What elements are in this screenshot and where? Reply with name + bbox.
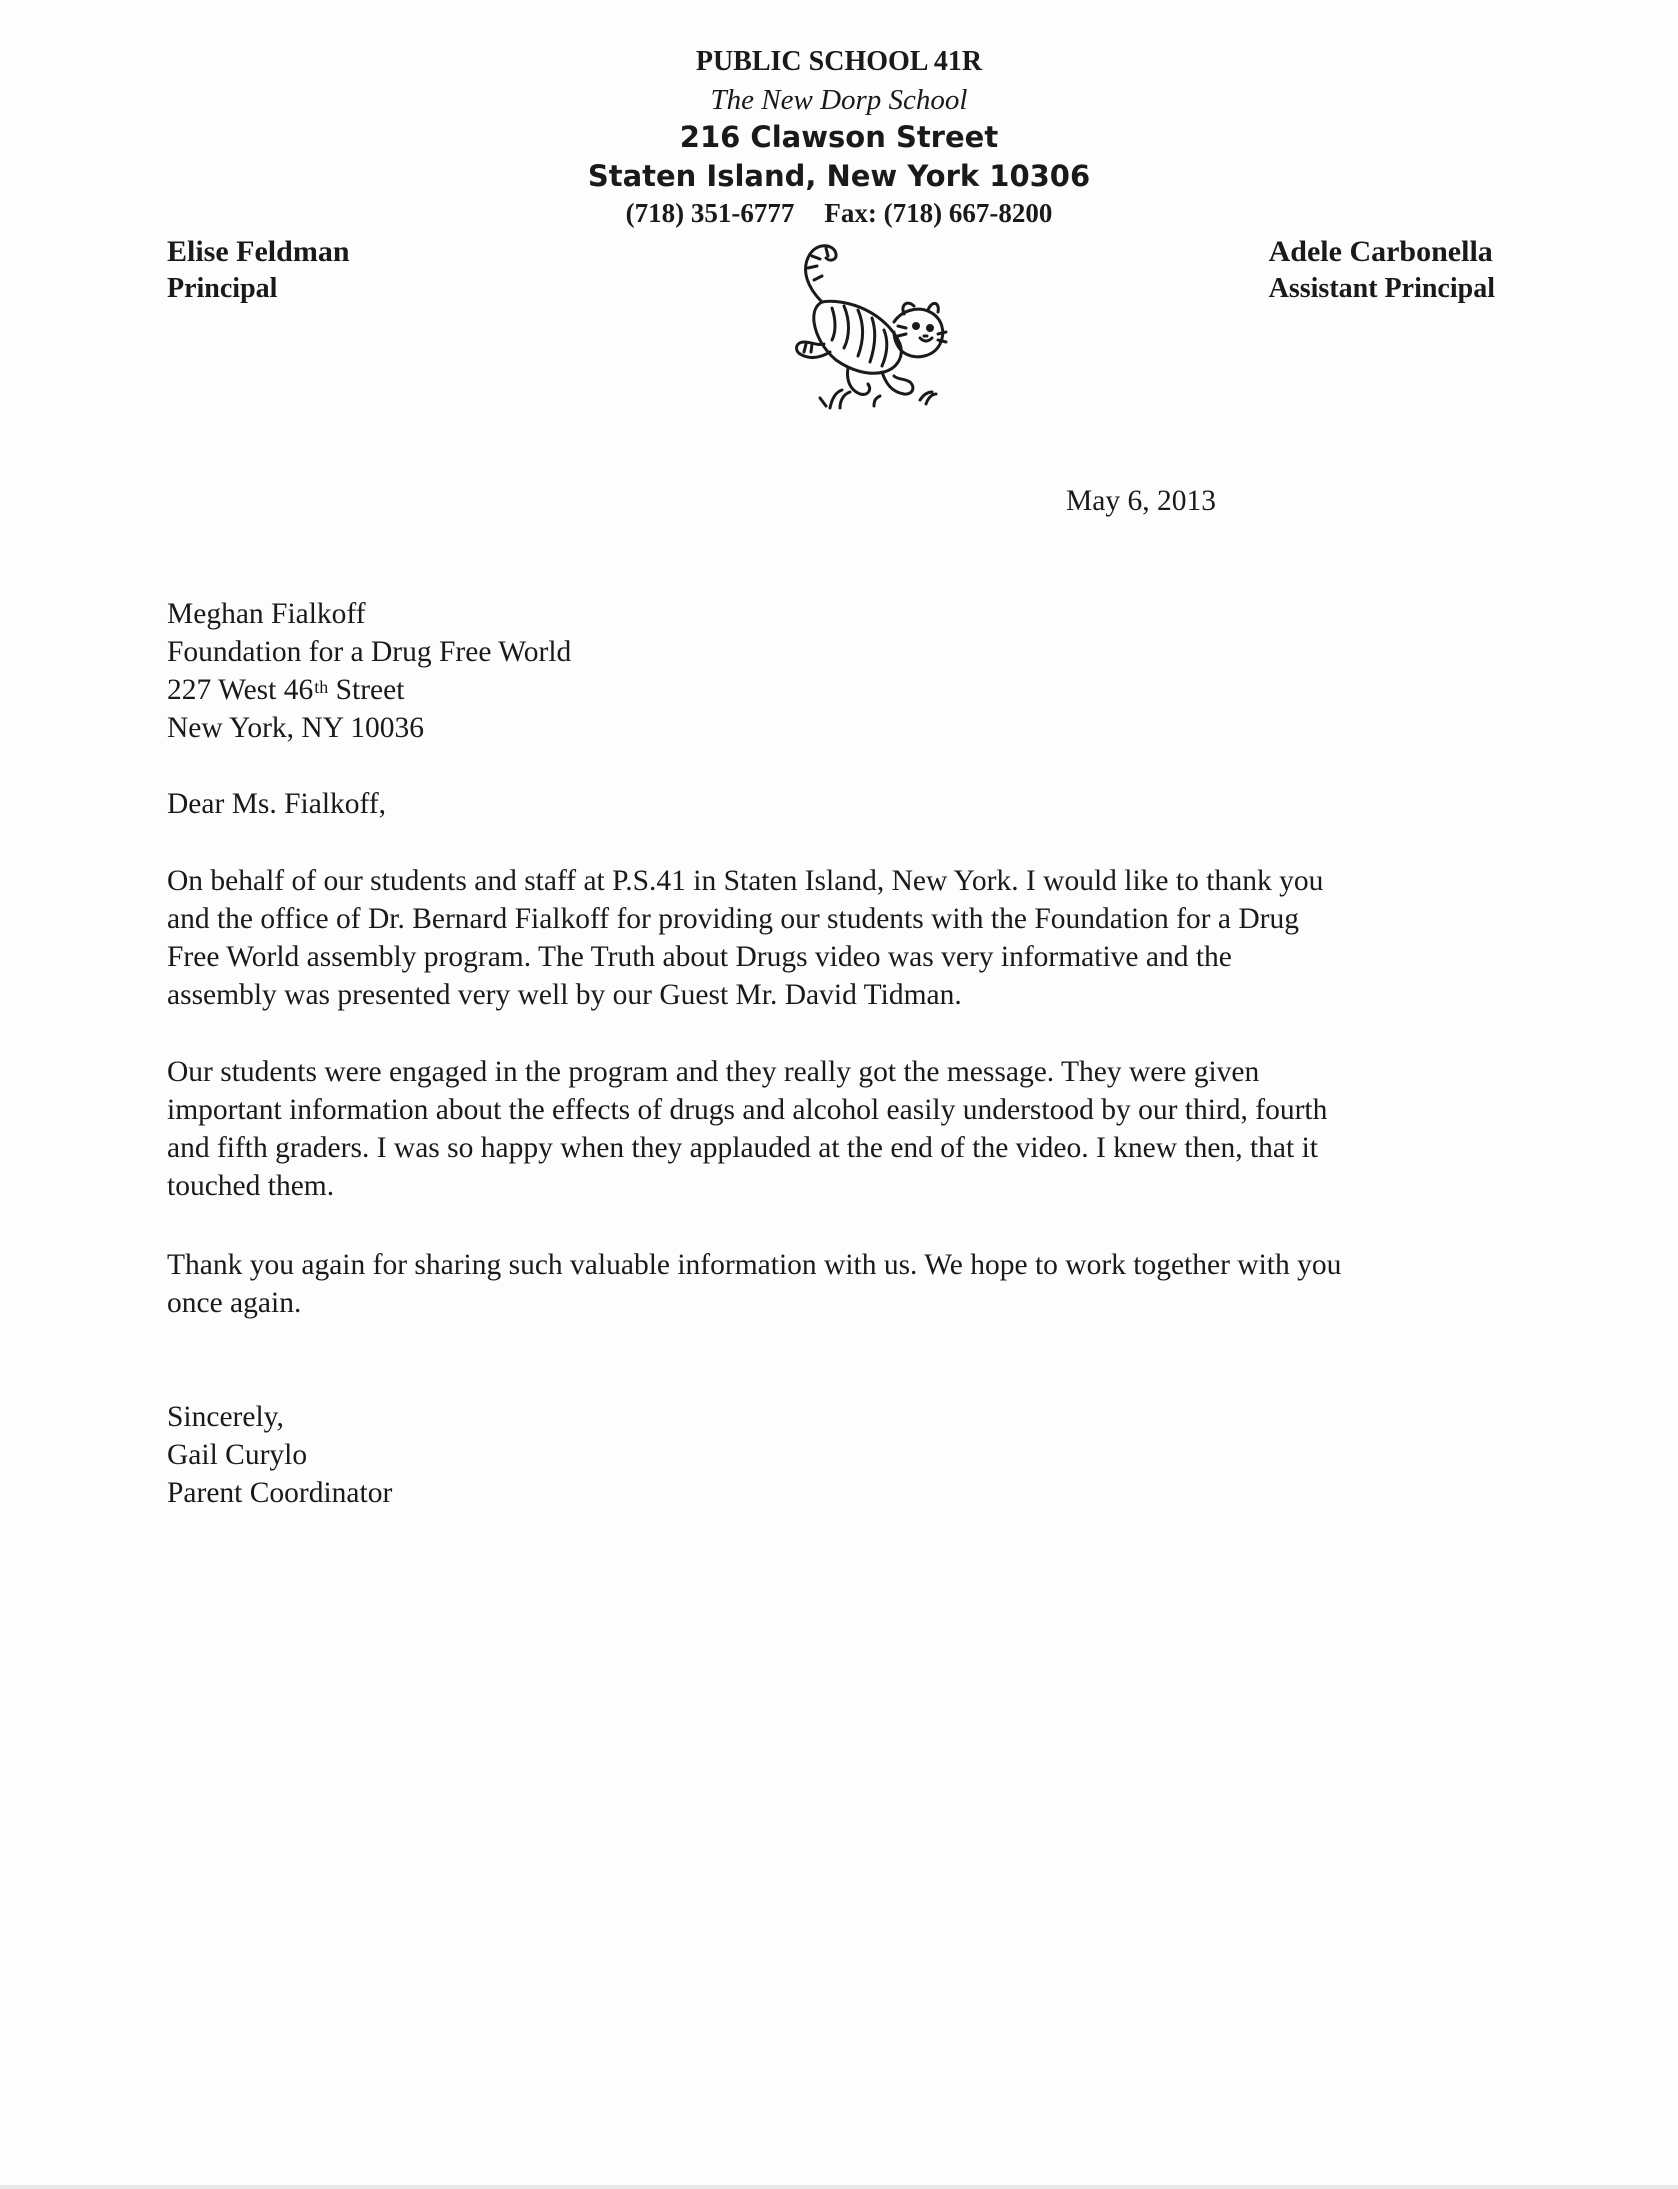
recipient-address bbox=[167, 595, 571, 747]
principal-title: Principal bbox=[167, 273, 278, 304]
recipient-street-name: Street bbox=[328, 674, 405, 706]
body-paragraph-3 bbox=[167, 1246, 1507, 1322]
recipient-city: New York, NY 10036 bbox=[167, 712, 425, 744]
paragraph-line: assembly was presented very well by our Guest Mr. David Tidman. bbox=[167, 979, 962, 1011]
phone-number: (718) 351-6777 bbox=[625, 198, 795, 228]
assistant-principal-title: Assistant Principal bbox=[1268, 273, 1495, 304]
paragraph-line: Our students were engaged in the program and they really got the message. They were given bbox=[167, 1056, 1260, 1088]
recipient-street-ordinal: th bbox=[314, 677, 329, 697]
body-paragraph-2 bbox=[167, 1053, 1507, 1205]
letter-date: May 6, 2013 bbox=[1066, 485, 1216, 517]
body-paragraph-1 bbox=[167, 862, 1507, 1014]
tiger-mascot-icon bbox=[770, 240, 960, 415]
recipient-street-number: 227 West 46 bbox=[167, 674, 314, 706]
paragraph-line: and the office of Dr. Bernard Fialkoff for providing our students with the Foundation for a Drug bbox=[167, 903, 1299, 935]
principal-name: Elise Feldman bbox=[167, 235, 350, 268]
signer-name: Gail Curylo bbox=[167, 1439, 308, 1471]
paragraph-line: On behalf of our students and staff at P.S.41 in Staten Island, New York. I would like to thank you bbox=[167, 865, 1324, 897]
recipient-street bbox=[167, 671, 571, 709]
fax-number: Fax: (718) 667-8200 bbox=[824, 198, 1053, 228]
assistant-principal-name: Adele Carbonella bbox=[1268, 235, 1493, 268]
scan-edge bbox=[0, 2185, 1678, 2189]
school-subtitle: The New Dorp School bbox=[710, 84, 968, 116]
school-street: 216 Clawson Street bbox=[679, 120, 999, 154]
closing-block bbox=[167, 1398, 392, 1512]
paragraph-line: and fifth graders. I was so happy when they applauded at the end of the video. I knew then, that it bbox=[167, 1132, 1318, 1164]
recipient-organization: Foundation for a Drug Free World bbox=[167, 636, 572, 668]
salutation: Dear Ms. Fialkoff, bbox=[167, 788, 387, 820]
signer-title: Parent Coordinator bbox=[167, 1477, 393, 1509]
paragraph-line: touched them. bbox=[167, 1170, 335, 1202]
paragraph-line: important information about the effects of drugs and alcohol easily understood by our third, fourth bbox=[167, 1094, 1328, 1126]
paragraph-line: Free World assembly program. The Truth about Drugs video was very informative and the bbox=[167, 941, 1232, 973]
principal-block bbox=[167, 233, 350, 307]
paragraph-line: Thank you again for sharing such valuable information with us. We hope to work together with you bbox=[167, 1249, 1342, 1281]
recipient-name: Meghan Fialkoff bbox=[167, 598, 366, 630]
valediction: Sincerely, bbox=[167, 1401, 284, 1433]
assistant-principal-block bbox=[1269, 233, 1495, 307]
school-name: PUBLIC SCHOOL 41R bbox=[695, 46, 983, 77]
paragraph-line: once again. bbox=[167, 1287, 302, 1319]
school-city: Staten Island, New York 10306 bbox=[587, 159, 1091, 193]
contact-row bbox=[539, 196, 1139, 230]
